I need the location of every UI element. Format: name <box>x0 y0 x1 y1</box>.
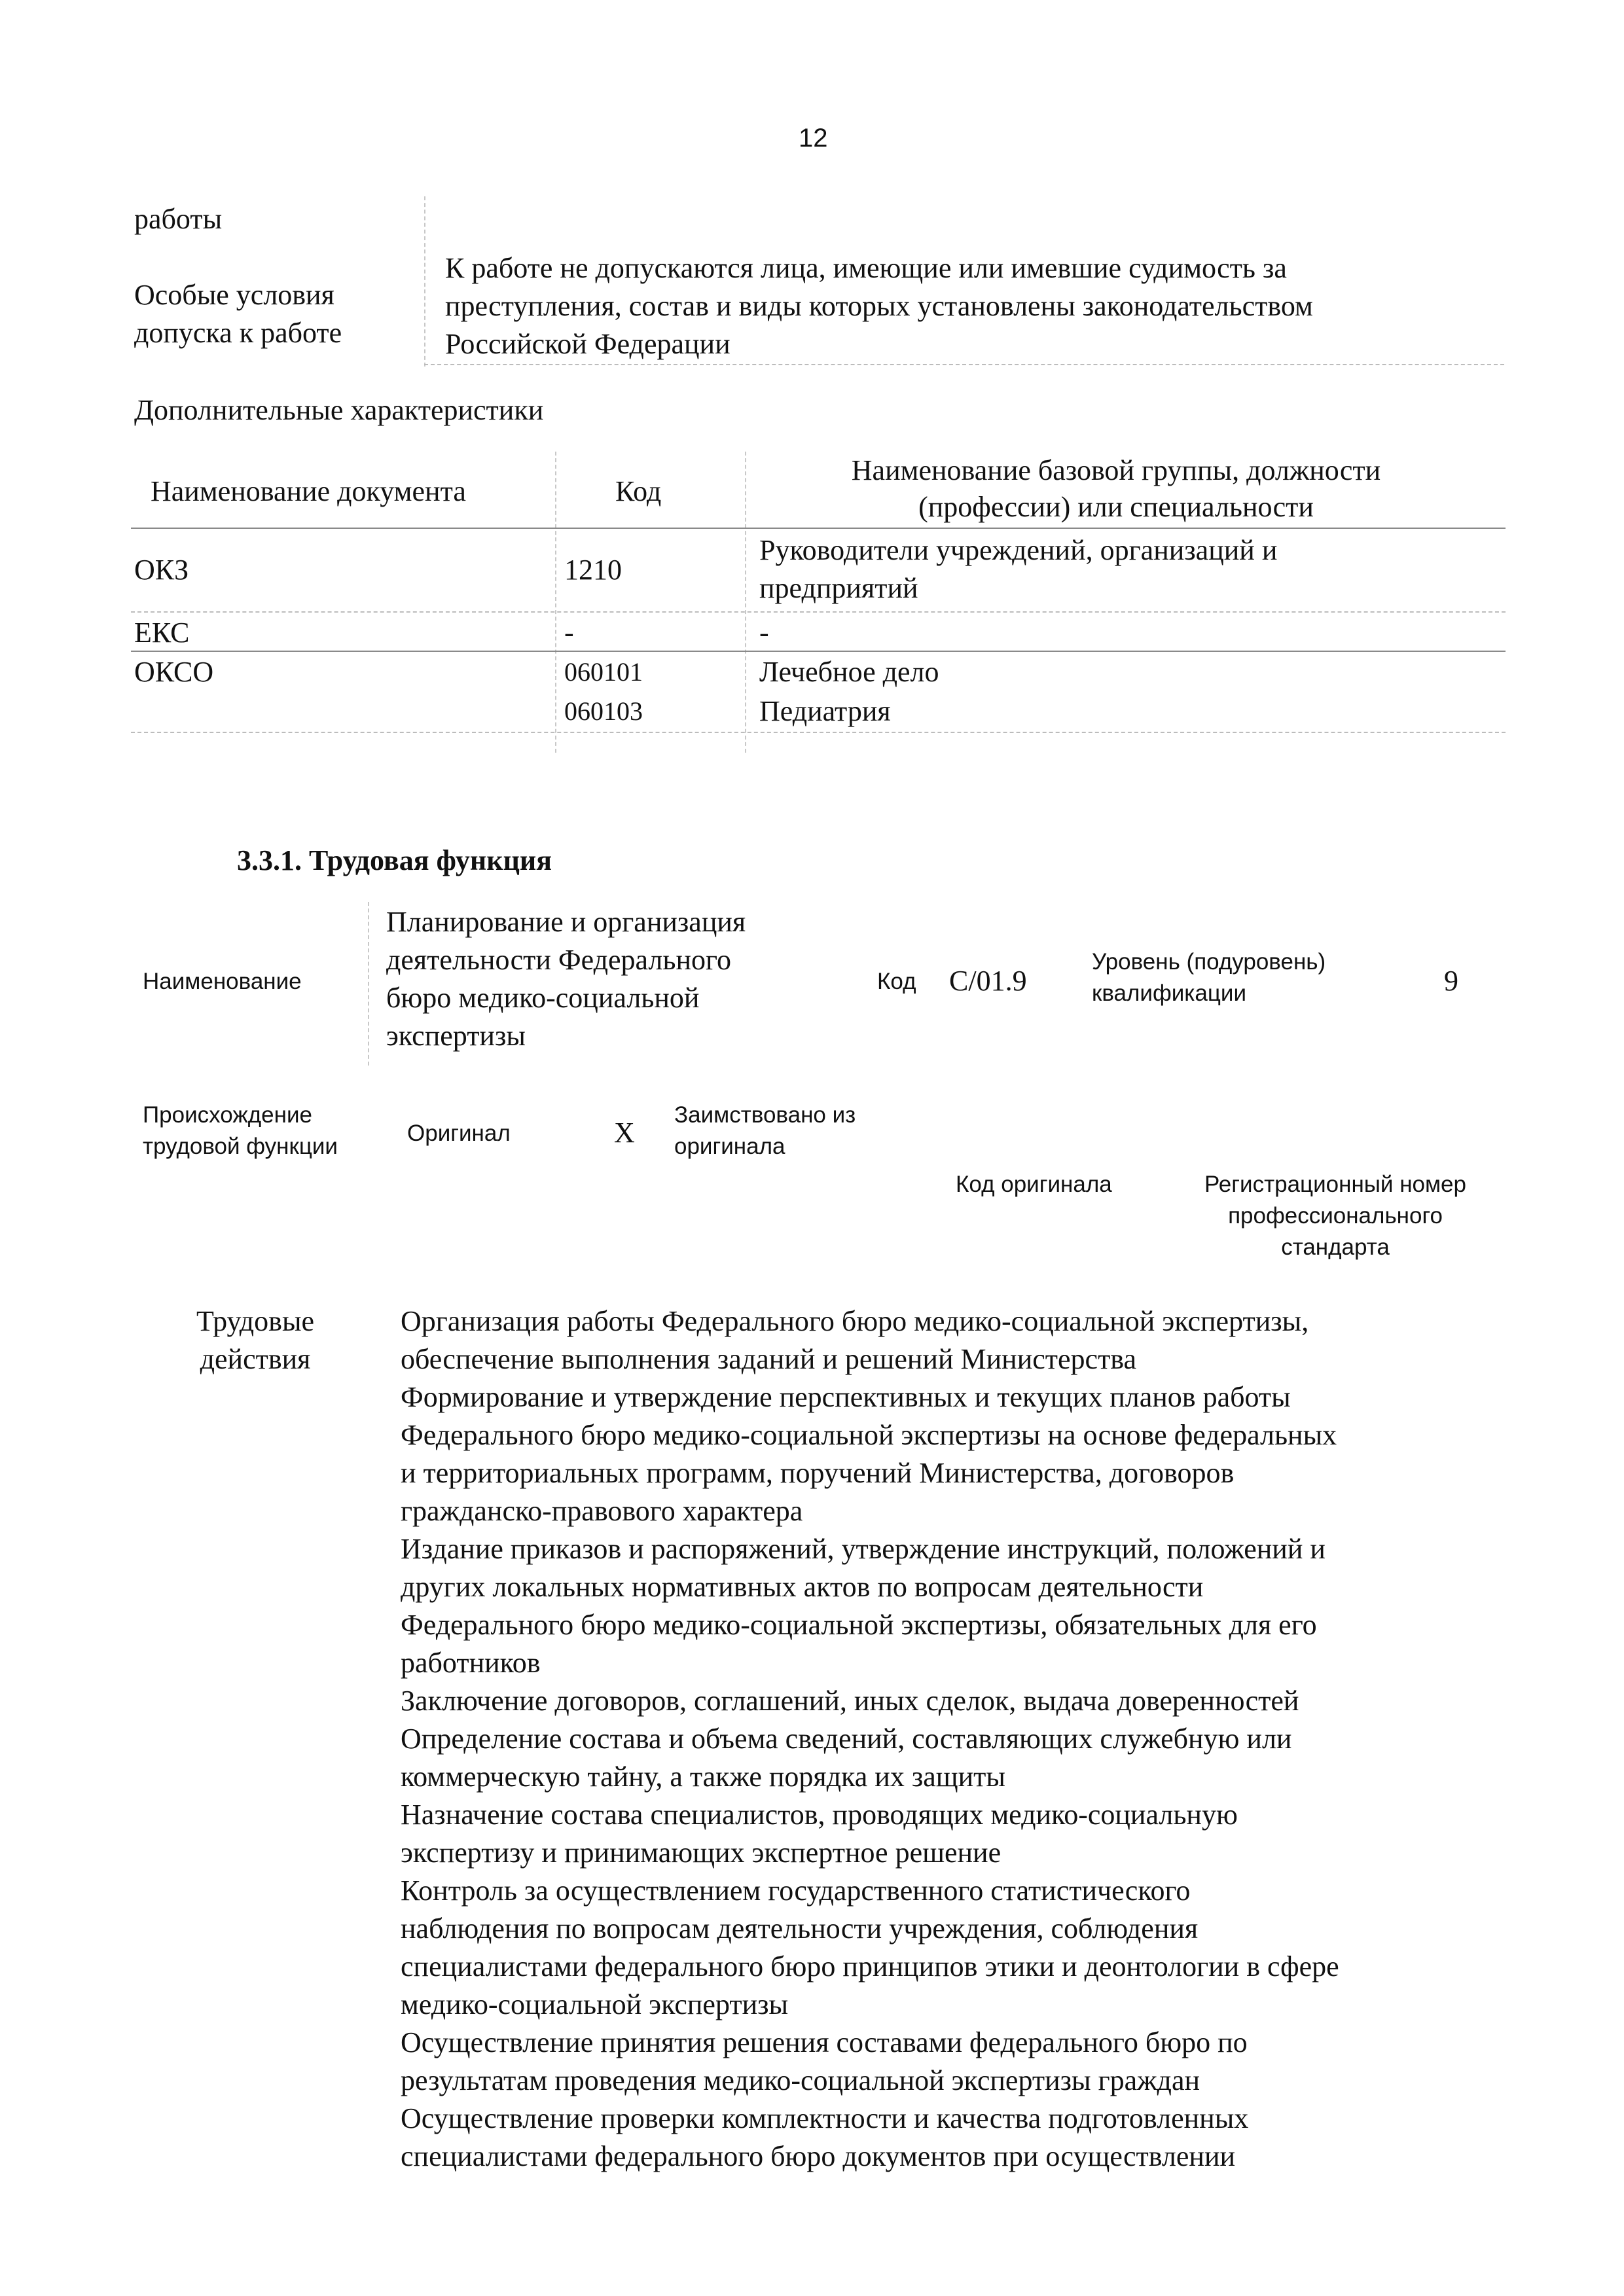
col-header-document: Наименование документа <box>151 475 466 507</box>
carry-over-label: работы <box>134 203 223 235</box>
action-line: Издание приказов и распоряжений, утверждение инструкций, положений и <box>401 1533 1326 1565</box>
additional-header-rule <box>131 528 1506 529</box>
origin-borrowed-line2: оригинала <box>674 1134 785 1159</box>
action-line: обеспечение выполнения заданий и решений Министерства <box>401 1343 1137 1375</box>
special-conditions-label-line1: Особые условия <box>134 279 334 311</box>
origin-label-line1: Происхождение <box>143 1102 312 1128</box>
special-conditions-text-line1: К работе не допускаются лица, имеющие или имевшие судимость за <box>445 252 1287 284</box>
actions-text-block <box>401 1302 1339 2176</box>
function-heading: 3.3.1. Трудовая функция <box>237 844 552 876</box>
action-line: Формирование и утверждение перспективных и текущих планов работы <box>401 1381 1291 1413</box>
header-column-divider <box>424 196 425 367</box>
action-line: Назначение состава специалистов, проводящих медико-социальную <box>401 1799 1238 1831</box>
row-okso-doc: ОКСО <box>134 656 214 688</box>
action-line: Осуществление проверки комплектности и качества подготовленных <box>401 2102 1249 2134</box>
action-line: наблюдения по вопросам деятельности учреждения, соблюдения <box>401 1912 1199 1945</box>
row-okz-name-line2: предприятий <box>759 572 918 604</box>
action-line: Организация работы Федерального бюро медико-социальной экспертизы, <box>401 1305 1309 1337</box>
special-conditions-label-line2: допуска к работе <box>134 317 342 349</box>
row-eks-name: - <box>759 617 769 649</box>
col-header-group-line2: (профессии) или специальности <box>918 491 1314 523</box>
action-line: гражданско-правового характера <box>401 1495 803 1527</box>
row-eks-code: - <box>564 617 574 649</box>
additional-divider-code <box>555 452 556 753</box>
origin-reg-line3: стандарта <box>1281 1234 1390 1260</box>
action-line: Заключение договоров, соглашений, иных сделок, выдача доверенностей <box>401 1685 1299 1717</box>
action-line: Контроль за осуществлением государственного статистического <box>401 1874 1191 1907</box>
function-name-line3: бюро медико-социальной <box>386 982 700 1014</box>
row-okz-rule <box>131 611 1506 613</box>
action-line: и территориальных программ, поручений Министерства, договоров <box>401 1457 1235 1489</box>
special-conditions-text-line3: Российской Федерации <box>445 328 731 360</box>
row-okso-name-1: Лечебное дело <box>759 656 939 688</box>
action-line: Федерального бюро медико-социальной экспертизы на основе федеральных <box>401 1419 1337 1451</box>
col-header-group-line1: Наименование базовой группы, должности <box>851 454 1381 486</box>
row-okso-code-1: 060101 <box>564 657 643 687</box>
additional-characteristics-title: Дополнительные характеристики <box>134 394 544 426</box>
function-name-line2: деятельности Федерального <box>386 944 731 976</box>
origin-label-line2: трудовой функции <box>143 1134 338 1159</box>
row-okz-code: 1210 <box>564 554 622 586</box>
col-header-code: Код <box>615 475 662 507</box>
origin-reg-line2: профессионального <box>1228 1203 1443 1229</box>
page-number: 12 <box>799 124 828 152</box>
additional-bottom-rule <box>131 732 1506 733</box>
action-line: медико-социальной экспертизы <box>401 1988 789 2020</box>
additional-divider-name <box>745 452 746 753</box>
action-line: экспертизу и принимающих экспертное решение <box>401 1837 1001 1869</box>
row-okso-name-2: Педиатрия <box>759 695 891 727</box>
origin-code-original: Код оригинала <box>956 1172 1112 1197</box>
function-name-label: Наименование <box>143 969 302 994</box>
origin-original-label: Оригинал <box>407 1121 511 1146</box>
action-line: коммерческую тайну, а также порядка их защиты <box>401 1761 1005 1793</box>
row-eks-doc: ЕКС <box>134 617 190 649</box>
function-name-line4: экспертизы <box>386 1020 526 1052</box>
row-okz-doc: ОКЗ <box>134 554 189 586</box>
action-line: специалистами федерального бюро документов при осуществлении <box>401 2140 1236 2172</box>
header-bottom-rule <box>424 364 1504 365</box>
level-label-line2: квалификации <box>1092 980 1246 1006</box>
action-line: Определение состава и объема сведений, составляющих служебную или <box>401 1723 1292 1755</box>
origin-original-mark: X <box>614 1117 635 1149</box>
row-okz-name-line1: Руководители учреждений, организаций и <box>759 534 1278 566</box>
origin-borrowed-line1: Заимствовано из <box>674 1102 856 1128</box>
actions-label-line2: действия <box>200 1343 311 1375</box>
row-eks-rule <box>131 651 1506 652</box>
special-conditions-text-line2: преступления, состав и виды которых установлены законодательством <box>445 290 1313 322</box>
function-code-label: Код <box>877 969 916 994</box>
action-line: Федерального бюро медико-социальной экспертизы, обязательных для его <box>401 1609 1317 1641</box>
level-value: 9 <box>1444 965 1458 997</box>
action-line: специалистами федерального бюро принципов этики и деонтологии в сфере <box>401 1950 1339 1982</box>
action-line: работников <box>401 1647 541 1679</box>
level-label-line1: Уровень (подуровень) <box>1092 949 1326 975</box>
action-line: Осуществление принятия решения составами федерального бюро по <box>401 2026 1248 2058</box>
action-line: других локальных нормативных актов по вопросам деятельности <box>401 1571 1204 1603</box>
row-okso-code-2: 060103 <box>564 696 643 726</box>
function-name-divider <box>368 902 369 1066</box>
action-line: результатам проведения медико-социальной экспертизы граждан <box>401 2064 1200 2096</box>
actions-label-line1: Трудовые <box>196 1305 315 1337</box>
function-name-line1: Планирование и организация <box>386 906 746 938</box>
origin-reg-line1: Регистрационный номер <box>1204 1172 1466 1197</box>
function-code-value: С/01.9 <box>949 965 1027 997</box>
